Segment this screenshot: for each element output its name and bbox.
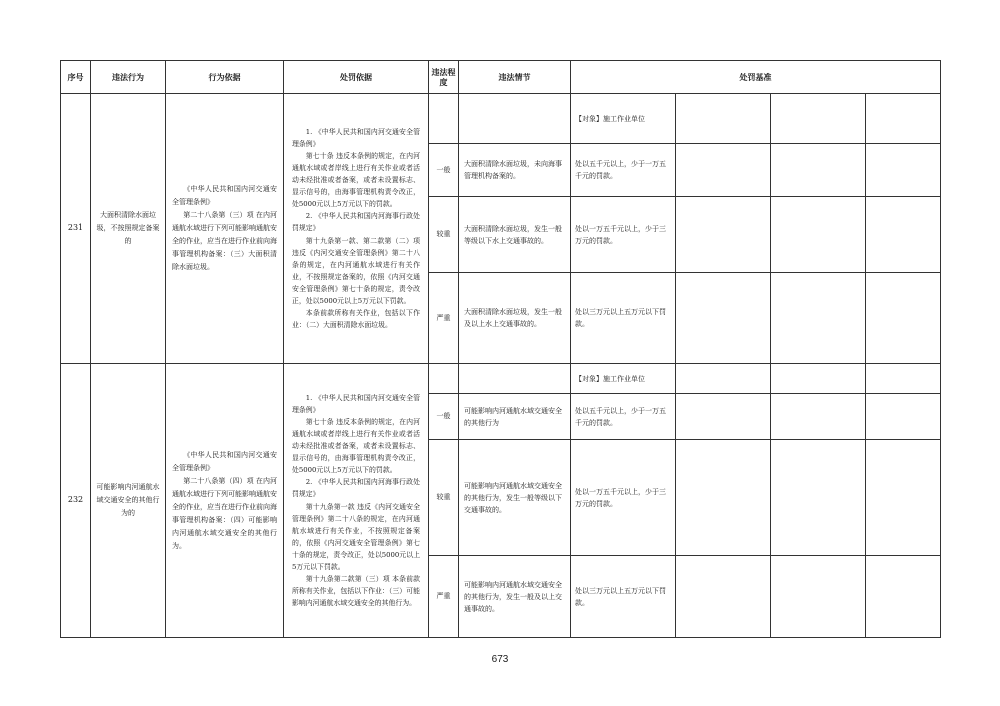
situation-cell: 大面积清除水面垃圾，未向海事管理机构备案的。 xyxy=(459,144,571,197)
situation-cell xyxy=(459,94,571,144)
header-degree: 违法程度 xyxy=(429,61,459,94)
empty-cell xyxy=(676,394,771,440)
header-basis: 行为依据 xyxy=(166,61,284,94)
empty-cell xyxy=(771,440,866,556)
penalty-paragraph: 第十九条第一款、第二款第（二）项 违反《内河交通安全管理条例》第二十八条的规定，在内河通航水域进行有关作业，不按照规定备案的，依照《内河交通安全管理条例》第七十条的规定，责令改正，处以5000元以上5万元以下罚款。 xyxy=(292,236,420,306)
situation-cell: 可能影响内河通航水域交通安全的其他行为 xyxy=(459,394,571,440)
header-situation: 违法情节 xyxy=(459,61,571,94)
penalty-paragraph: 2. 《中华人民共和国内河海事行政处罚规定》 xyxy=(292,212,420,233)
penalty-paragraph: 第七十条 违反本条例的规定，在内河通航水域或者岸线上进行有关作业或者活动未经批准或者备案，或者未设置标志、显示信号的，由海事管理机构责令改正，处5000元以上5万元以下的罚款。 xyxy=(292,151,420,209)
standard-cell: 处以一万五千元以上，少于三万元的罚款。 xyxy=(571,197,676,273)
penalty-paragraph: 本条前款所称有关作业，包括以下作业：（二）大面积清除水面垃圾。 xyxy=(292,309,420,330)
standard-cell: 处以五千元以上，少于一万五千元的罚款。 xyxy=(571,144,676,197)
penalty-basis-cell xyxy=(284,94,429,364)
empty-cell xyxy=(866,364,941,394)
empty-cell xyxy=(866,394,941,440)
situation-cell: 大面积清除水面垃圾，发生一般等级以下水上交通事故的。 xyxy=(459,197,571,273)
degree-cell: 严重 xyxy=(429,273,459,364)
empty-cell xyxy=(676,273,771,364)
empty-cell xyxy=(676,144,771,197)
basis-cell xyxy=(166,94,284,364)
empty-cell xyxy=(771,273,866,364)
penalty-paragraph: 第十九条第一款 违反《内河交通安全管理条例》第二十八条的规定，在内河通航水域进行有关作业，不按照规定备案的，依照《内河交通安全管理条例》第七十条的规定，责令改正，处以5000元以上5万元以下罚款。 xyxy=(292,502,420,571)
basis-cell xyxy=(166,364,284,638)
degree-cell: 一般 xyxy=(429,144,459,197)
penalty-paragraph: 第十九条第二款第（三）项 本条前款所称有关作业，包括以下作业：（三）可能影响内河通航水域交通安全的其他行为。 xyxy=(292,575,420,608)
standard-cell: 处以三万元以上五万元以下罚款。 xyxy=(571,556,676,638)
seq-cell: 232 xyxy=(61,364,91,638)
standard-cell: 处以五千元以上，少于一万五千元的罚款。 xyxy=(571,394,676,440)
header-penalty-basis: 处罚依据 xyxy=(284,61,429,94)
situation-cell: 可能影响内河通航水域交通安全的其他行为，发生一般等级以下交通事故的。 xyxy=(459,440,571,556)
page-number: 673 xyxy=(491,654,509,665)
table-row xyxy=(61,94,941,144)
penalty-paragraph: 1. 《中华人民共和国内河交通安全管理条例》 xyxy=(292,393,420,414)
penalty-paragraph: 2. 《中华人民共和国内河海事行政处罚规定》 xyxy=(292,478,420,499)
act-cell: 可能影响内河通航水域交通安全的其他行为的 xyxy=(91,364,166,638)
empty-cell xyxy=(771,364,866,394)
standard-cell: 处以一万五千元以上，少于三万元的罚款。 xyxy=(571,440,676,556)
degree-cell: 较重 xyxy=(429,440,459,556)
table-header-row xyxy=(61,61,941,94)
empty-cell xyxy=(771,94,866,144)
basis-paragraph: 《中华人民共和国内河交通安全管理条例》 xyxy=(172,450,277,472)
empty-cell xyxy=(866,273,941,364)
penalty-standard-table xyxy=(60,60,941,638)
act-cell: 大面积清除水面垃圾，不按照规定备案的 xyxy=(91,94,166,364)
degree-cell: 严重 xyxy=(429,556,459,638)
header-standard: 处罚基准 xyxy=(571,61,941,94)
empty-cell xyxy=(676,364,771,394)
situation-cell xyxy=(459,364,571,394)
degree-cell: 一般 xyxy=(429,394,459,440)
empty-cell xyxy=(771,144,866,197)
empty-cell xyxy=(676,440,771,556)
empty-cell xyxy=(771,556,866,638)
empty-cell xyxy=(771,394,866,440)
empty-cell xyxy=(866,144,941,197)
penalty-paragraph: 第七十条 违反本条例的规定，在内河通航水域或者岸线上进行有关作业或者活动未经批准或者备案，或者未设置标志、显示信号的，由海事管理机构责令改正，处5000元以上5万元以下的罚款。 xyxy=(292,417,420,475)
standard-cell: 【对象】施工作业单位 xyxy=(571,364,676,394)
header-act: 违法行为 xyxy=(91,61,166,94)
situation-cell: 大面积清除水面垃圾，发生一般及以上水上交通事故的。 xyxy=(459,273,571,364)
empty-cell xyxy=(676,94,771,144)
seq-cell: 231 xyxy=(61,94,91,364)
standard-cell: 【对象】施工作业单位 xyxy=(571,94,676,144)
empty-cell xyxy=(866,556,941,638)
empty-cell xyxy=(676,556,771,638)
table-row xyxy=(61,364,941,394)
penalty-basis-cell xyxy=(284,364,429,638)
empty-cell xyxy=(866,94,941,144)
standard-cell: 处以三万元以上五万元以下罚款。 xyxy=(571,273,676,364)
situation-cell: 可能影响内河通航水域交通安全的其他行为，发生一般及以上交通事故的。 xyxy=(459,556,571,638)
degree-cell xyxy=(429,364,459,394)
empty-cell xyxy=(866,197,941,273)
basis-paragraph: 第二十八条第（三）项 在内河通航水域进行下列可能影响通航安全的作业，应当在进行作业前向海事管理机构备案：（三）大面积清除水面垃圾。 xyxy=(172,211,277,271)
degree-cell: 较重 xyxy=(429,197,459,273)
empty-cell xyxy=(676,197,771,273)
empty-cell xyxy=(866,440,941,556)
empty-cell xyxy=(771,197,866,273)
basis-paragraph: 《中华人民共和国内河交通安全管理条例》 xyxy=(172,185,277,206)
penalty-paragraph: 1. 《中华人民共和国内河交通安全管理条例》 xyxy=(292,127,420,148)
degree-cell xyxy=(429,94,459,144)
basis-paragraph: 第二十八条第（四）项 在内河通航水域进行下列可能影响通航安全的作业，应当在进行作业前向海事管理机构备案：（四）可能影响内河通航水域交通安全的其他行为。 xyxy=(172,476,277,550)
header-seq: 序号 xyxy=(61,61,91,94)
